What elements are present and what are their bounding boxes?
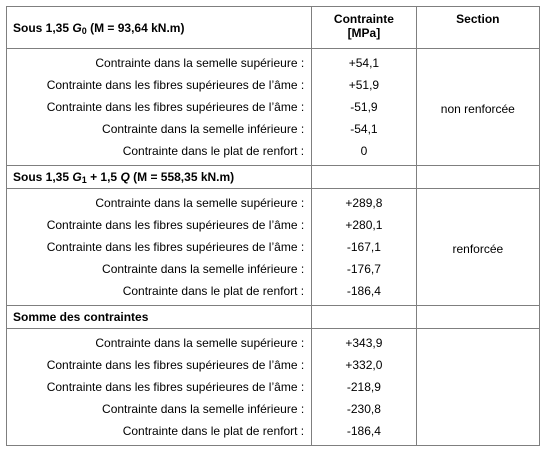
empty-cell [312, 306, 417, 329]
table-header-row [7, 7, 540, 49]
stress-header-line2: [MPa] [347, 26, 381, 40]
stress-label: Contrainte dans les fibres supérieures de l’âme : [7, 214, 312, 236]
stress-label: Contrainte dans le plat de renfort : [7, 280, 312, 306]
stress-value: -176,7 [312, 258, 417, 280]
stress-value: +332,0 [312, 354, 417, 376]
section-title-row [7, 306, 540, 329]
section-title-3 [7, 306, 312, 329]
section-header-label: Section [456, 12, 500, 26]
section-title-1 [7, 7, 312, 49]
empty-cell [312, 166, 417, 189]
stress-value: -218,9 [312, 376, 417, 398]
section-status: non renforcée [416, 49, 539, 166]
stress-value: -230,8 [312, 398, 417, 420]
stress-value: -167,1 [312, 236, 417, 258]
stress-label: Contrainte dans la semelle supérieure : [7, 329, 312, 355]
stress-value: 0 [312, 140, 417, 166]
stress-label: Contrainte dans le plat de renfort : [7, 420, 312, 446]
stress-label: Contrainte dans la semelle inférieure : [7, 118, 312, 140]
table-row [7, 329, 540, 355]
stress-header-line1: Contrainte [333, 12, 394, 26]
section-status [416, 329, 539, 446]
stress-label: Contrainte dans la semelle inférieure : [7, 258, 312, 280]
stress-value: +51,9 [312, 74, 417, 96]
stress-value: -54,1 [312, 118, 417, 140]
section-title-prefix: Somme des contraintes [13, 310, 149, 324]
section-title-var: G [72, 20, 82, 35]
empty-cell [416, 166, 539, 189]
stress-label: Contrainte dans les fibres supérieures de l’âme : [7, 236, 312, 258]
stress-value: +280,1 [312, 214, 417, 236]
stress-label: Contrainte dans les fibres supérieures de l’âme : [7, 96, 312, 118]
section-title-var: G [72, 170, 82, 184]
section-column-header [416, 7, 539, 49]
table-row [7, 49, 540, 75]
section-title-suffix: (M = 558,35 kN.m) [129, 170, 235, 184]
stress-label: Contrainte dans la semelle supérieure : [7, 49, 312, 75]
stress-label: Contrainte dans les fibres supérieures de l’âme : [7, 376, 312, 398]
section-title-prefix: Sous 1,35 [13, 170, 73, 184]
stress-value: -186,4 [312, 280, 417, 306]
stress-label: Contrainte dans le plat de renfort : [7, 140, 312, 166]
section-title-2 [7, 166, 312, 189]
section-status: renforcée [416, 189, 539, 306]
section-title-mid: + 1,5 [86, 170, 121, 184]
stress-label: Contrainte dans la semelle supérieure : [7, 189, 312, 215]
section-title-sub: 1 [81, 175, 87, 185]
section-title-var2: Q [120, 170, 130, 184]
stress-label: Contrainte dans la semelle inférieure : [7, 398, 312, 420]
stress-label: Contrainte dans les fibres supérieures de l’âme : [7, 74, 312, 96]
section-title-row [7, 166, 540, 189]
section-title-suffix: (M = 93,64 kN.m) [86, 20, 185, 35]
stress-value: -51,9 [312, 96, 417, 118]
stress-value: +343,9 [312, 329, 417, 355]
section-title-prefix: Sous 1,35 [13, 20, 73, 35]
stress-value: -186,4 [312, 420, 417, 446]
table-row [7, 189, 540, 215]
stress-value: +289,8 [312, 189, 417, 215]
stress-table [6, 6, 540, 446]
stress-value: +54,1 [312, 49, 417, 75]
section-title-sub: 0 [81, 25, 87, 36]
stress-label: Contrainte dans les fibres supérieures de l’âme : [7, 354, 312, 376]
empty-cell [416, 306, 539, 329]
stress-column-header [312, 7, 417, 49]
